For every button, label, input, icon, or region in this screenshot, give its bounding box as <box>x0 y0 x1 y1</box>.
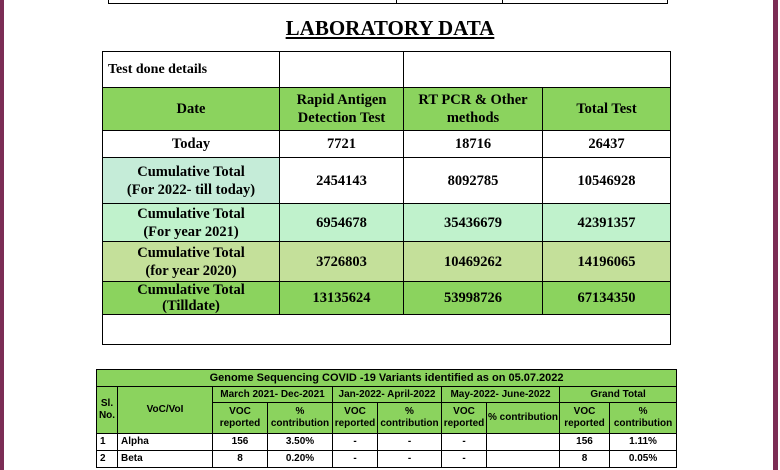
laboratory-data-table <box>102 51 671 345</box>
cell-value: 3.50% <box>268 434 333 451</box>
col-header-voc: VoC/VoI <box>118 387 213 434</box>
cell-value: 0.20% <box>268 451 333 468</box>
sub-header-contribution: % contribution <box>610 403 677 434</box>
cell-value: - <box>333 451 378 468</box>
col-header-date: Date <box>103 88 280 131</box>
table-row-cumulative-2021 <box>103 204 671 242</box>
caption-empty-cell <box>404 52 671 88</box>
rat-value: 13135624 <box>280 282 404 315</box>
total-value: 14196065 <box>543 242 671 282</box>
table-row-cumulative-2022 <box>103 158 671 204</box>
row-slno: 1 <box>97 434 118 451</box>
cell-value: - <box>333 434 378 451</box>
cell-value: - <box>442 451 487 468</box>
cell-value <box>487 434 560 451</box>
rat-value: 7721 <box>280 131 404 158</box>
sub-header-contribution: % contribution <box>487 403 560 434</box>
rtpcr-value: 8092785 <box>404 158 543 204</box>
rtpcr-value: 53998726 <box>404 282 543 315</box>
frame-left-border <box>0 0 4 470</box>
sub-header-voc-reported: VOC reported <box>442 403 487 434</box>
genome-sequencing-table <box>96 369 677 468</box>
header-row <box>103 88 671 131</box>
row-label: Today <box>103 131 280 158</box>
period-header-mar2021-dec2021: March 2021- Dec-2021 <box>213 387 333 403</box>
caption-empty-cell <box>280 52 404 88</box>
rtpcr-value: 18716 <box>404 131 543 158</box>
col-header-slno: Sl. No. <box>97 387 118 434</box>
total-value: 42391357 <box>543 204 671 242</box>
row-label: Cumulative Total (For 2022- till today) <box>103 158 280 204</box>
cell-value: 156 <box>560 434 610 451</box>
rat-value: 6954678 <box>280 204 404 242</box>
period-header-grand-total: Grand Total <box>560 387 677 403</box>
rat-value: 3726803 <box>280 242 404 282</box>
period-header-may2022-jun2022: May-2022- June-2022 <box>442 387 560 403</box>
caption-row <box>103 52 671 88</box>
sub-header-voc-reported: VOC reported <box>560 403 610 434</box>
row-slno: 2 <box>97 451 118 468</box>
col-header-rtpcr: RT PCR & Other methods <box>404 88 543 131</box>
cell-value <box>487 451 560 468</box>
row-variant-name: Beta <box>118 451 213 468</box>
total-value: 67134350 <box>543 282 671 315</box>
sub-header-voc-reported: VOC reported <box>333 403 378 434</box>
table-row-cumulative-2020 <box>103 242 671 282</box>
row-variant-name: Alpha <box>118 434 213 451</box>
table-row-today <box>103 131 671 158</box>
row-label: Cumulative Total (Tilldate) <box>103 282 280 315</box>
cell-value: 8 <box>560 451 610 468</box>
rtpcr-value: 10469262 <box>404 242 543 282</box>
cell-value: 1.11% <box>610 434 677 451</box>
previous-table-bottom-edge <box>108 0 668 4</box>
frame-right-border <box>773 0 778 470</box>
sub-header-contribution: % contribution <box>378 403 442 434</box>
period-header-row <box>97 387 677 403</box>
table-row-beta <box>97 451 677 468</box>
cell-value: - <box>442 434 487 451</box>
col-header-total-test: Total Test <box>543 88 671 131</box>
empty-footer-cell <box>103 315 671 345</box>
period-header-jan2022-apr2022: Jan-2022- April-2022 <box>333 387 442 403</box>
total-value: 10546928 <box>543 158 671 204</box>
rat-value: 2454143 <box>280 158 404 204</box>
table-row-cumulative-tilldate <box>103 282 671 315</box>
genome-table-title: Genome Sequencing COVID -19 Variants identified as on 05.07.2022 <box>97 370 677 387</box>
cell-value: 156 <box>213 434 268 451</box>
cell-value: 0.05% <box>610 451 677 468</box>
cell-value: - <box>378 434 442 451</box>
total-value: 26437 <box>543 131 671 158</box>
sub-header-contribution: % contribution <box>268 403 333 434</box>
row-label: Cumulative Total (For year 2021) <box>103 204 280 242</box>
col-header-rapid-antigen: Rapid Antigen Detection Test <box>280 88 404 131</box>
table-caption: Test done details <box>103 52 280 88</box>
cell-value: 8 <box>213 451 268 468</box>
genome-title-row <box>97 370 677 387</box>
page-title: LABORATORY DATA <box>285 16 495 40</box>
table-row-alpha <box>97 434 677 451</box>
rtpcr-value: 35436679 <box>404 204 543 242</box>
empty-footer-row <box>103 315 671 345</box>
row-label: Cumulative Total (for year 2020) <box>103 242 280 282</box>
sub-header-voc-reported: VOC reported <box>213 403 268 434</box>
cell-value: - <box>378 451 442 468</box>
